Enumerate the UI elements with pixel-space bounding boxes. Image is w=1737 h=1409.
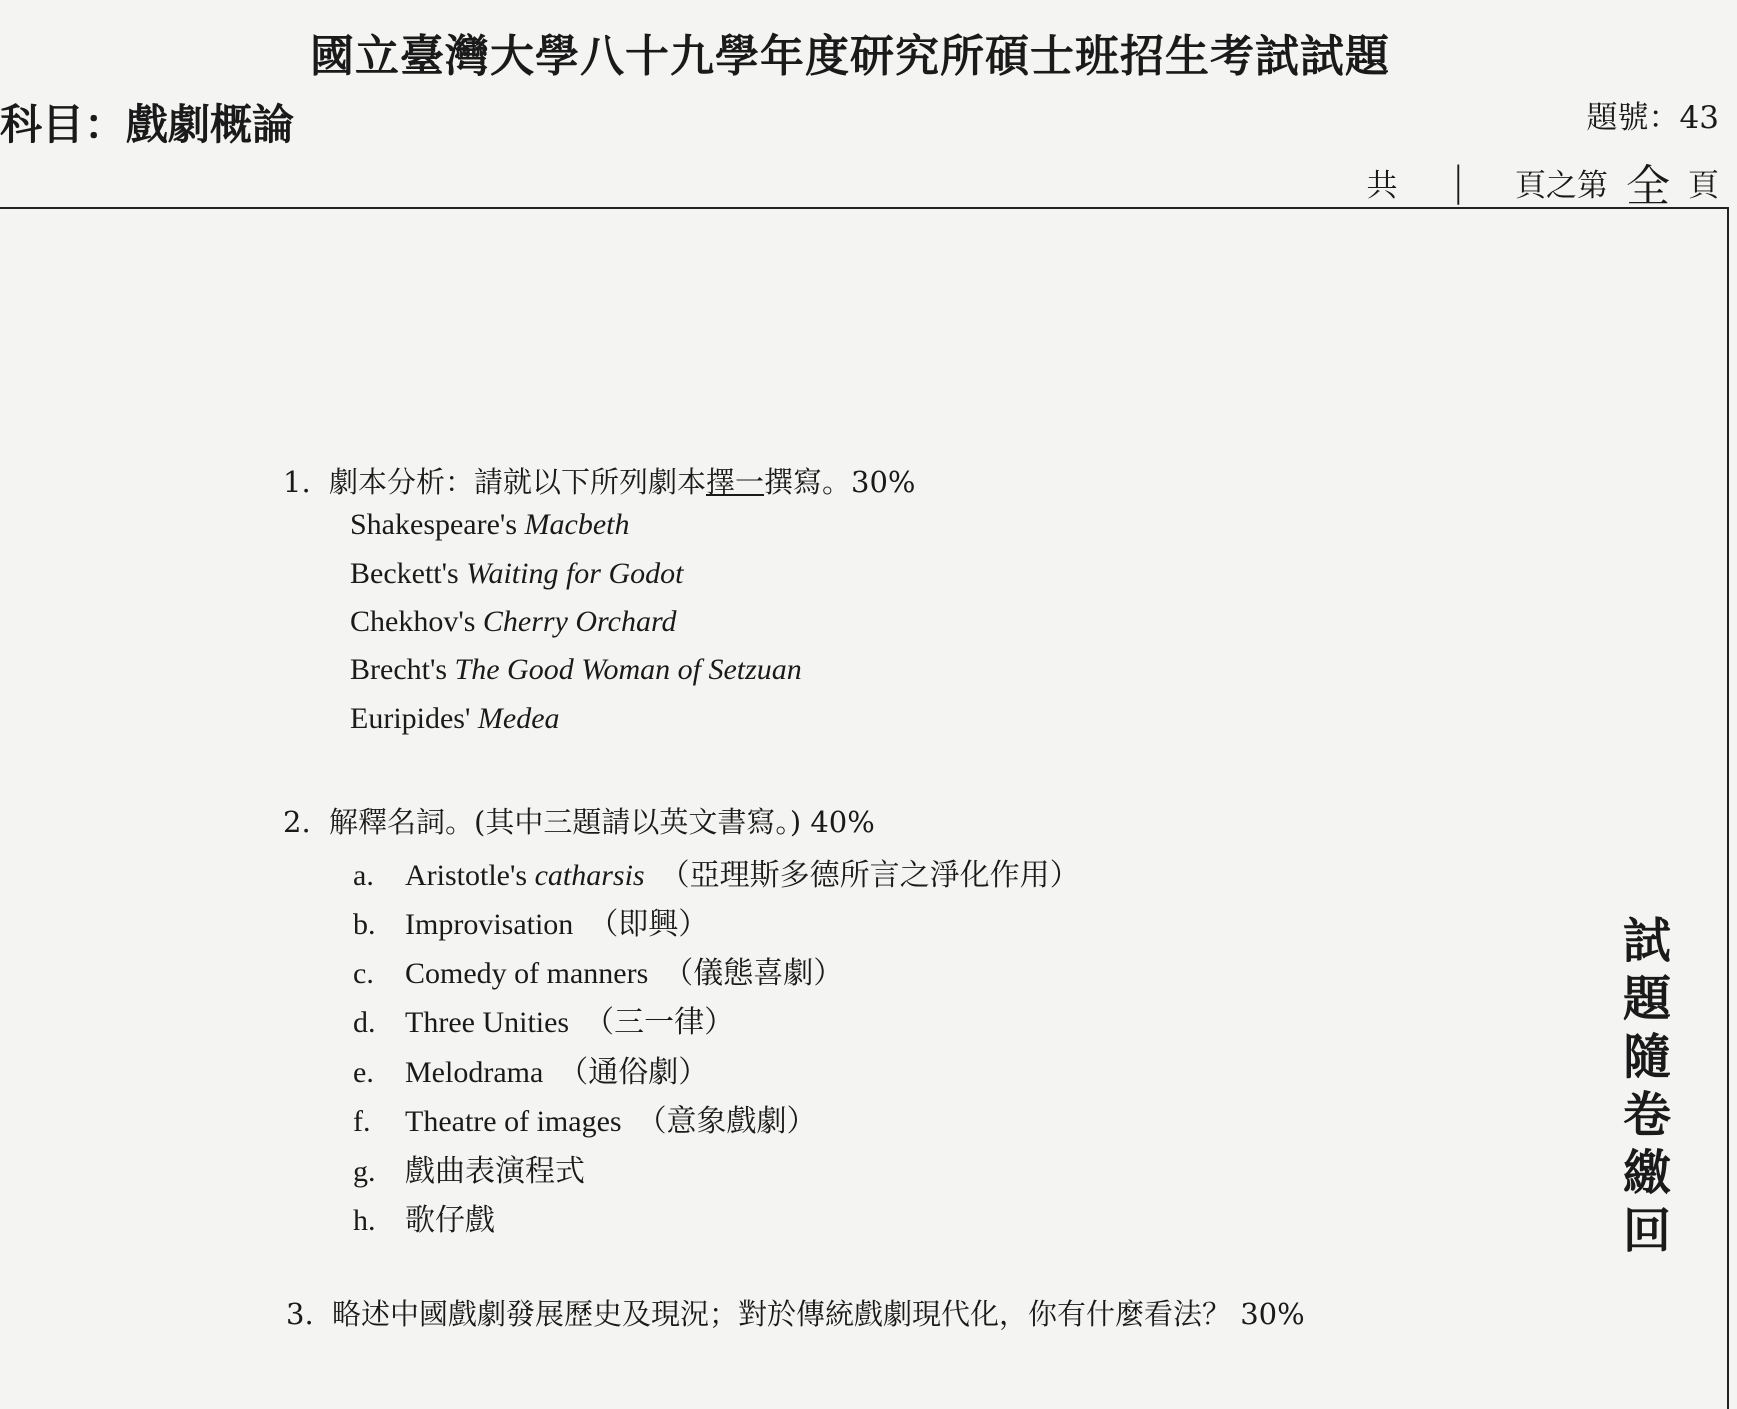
subject-label: 科目：戲劇概論	[0, 100, 295, 149]
question-3-number: 3.	[286, 1297, 314, 1331]
term-text: Comedy of manners	[405, 957, 649, 990]
term-gloss: （三一律）	[584, 1006, 735, 1039]
play-item	[350, 508, 629, 542]
page-total-prefix: 共	[1366, 167, 1398, 204]
term-item	[353, 997, 734, 1041]
question-1-text-before: 劇本分析：請就以下所列劇本	[329, 465, 707, 499]
play-author: Shakespeare's	[350, 508, 518, 541]
term-gloss: （通俗劇）	[558, 1056, 709, 1089]
question-1-text-after: 撰寫。30%	[764, 465, 916, 499]
stamp-char: 繳	[1622, 1145, 1671, 1201]
page-middle-text: 頁之第	[1515, 167, 1608, 204]
page-current-value: 全	[1626, 161, 1670, 212]
stamp-char: 題	[1622, 971, 1671, 1027]
play-item	[350, 557, 683, 591]
play-author: Brecht's	[350, 653, 448, 686]
stamp-char: 試	[1622, 913, 1671, 969]
play-title: The Good Woman of Setzuan	[454, 653, 802, 686]
play-title: Medea	[477, 702, 560, 735]
question-2	[283, 800, 875, 841]
term-text-italic: catharsis	[534, 859, 645, 892]
term-letter: d.	[353, 1006, 376, 1039]
stamp-char: 卷	[1622, 1087, 1671, 1143]
term-item	[353, 948, 843, 992]
play-item	[350, 702, 560, 736]
term-text: Theatre of images	[405, 1105, 622, 1138]
term-item	[353, 899, 708, 943]
term-letter: e.	[353, 1056, 374, 1089]
term-text: Three Unities	[405, 1006, 570, 1039]
question-number: 題號：43	[1586, 100, 1719, 136]
term-letter: h.	[353, 1204, 376, 1237]
question-3	[286, 1292, 1305, 1333]
exam-title: 國立臺灣大學八十九學年度研究所碩士班招生考試試題	[310, 31, 1390, 82]
question-2-number: 2.	[283, 805, 311, 839]
term-item	[353, 1146, 585, 1190]
term-text: Melodrama	[405, 1056, 544, 1089]
term-letter: a.	[353, 859, 374, 892]
term-letter: b.	[353, 908, 376, 941]
term-item	[353, 1096, 817, 1140]
term-letter: g.	[353, 1155, 376, 1188]
page-total-value: |	[1451, 159, 1465, 205]
term-item	[353, 1195, 495, 1239]
play-author: Euripides'	[350, 702, 471, 735]
question-2-text: 解釋名詞。(其中三題請以英文書寫。) 40%	[329, 805, 875, 839]
term-item	[353, 1047, 708, 1091]
term-gloss: （意象戲劇）	[636, 1105, 817, 1138]
term-item	[353, 850, 1080, 894]
question-1	[283, 460, 916, 501]
play-item	[350, 605, 677, 639]
play-title: Macbeth	[524, 508, 630, 541]
term-text: 歌仔戲	[405, 1204, 495, 1237]
term-gloss: （儀態喜劇）	[663, 957, 844, 990]
term-text: 戲曲表演程式	[405, 1155, 585, 1188]
question-1-text-underlined: 擇一	[706, 465, 765, 499]
play-author: Beckett's	[350, 557, 459, 590]
term-letter: c.	[353, 957, 374, 990]
play-title: Waiting for Godot	[466, 557, 684, 590]
term-text: Improvisation	[405, 908, 574, 941]
play-item	[350, 653, 802, 687]
question-3-text: 略述中國戲劇發展歷史及現況；對於傳統戲劇現代化，你有什麼看法？ 30%	[332, 1297, 1305, 1331]
question-1-number: 1.	[283, 465, 311, 499]
play-title: Cherry Orchard	[482, 605, 677, 638]
term-gloss: （亞理斯多德所言之淨化作用）	[659, 859, 1080, 892]
stamp-char: 回	[1622, 1203, 1671, 1259]
term-letter: f.	[353, 1105, 371, 1138]
term-gloss: （即興）	[588, 908, 709, 941]
page-indicator	[1367, 150, 1719, 214]
term-text: Aristotle's	[405, 859, 535, 892]
play-author: Chekhov's	[350, 605, 476, 638]
stamp-char: 隨	[1622, 1029, 1671, 1085]
return-with-paper-stamp	[1612, 912, 1682, 1260]
page-suffix: 頁	[1688, 167, 1719, 204]
